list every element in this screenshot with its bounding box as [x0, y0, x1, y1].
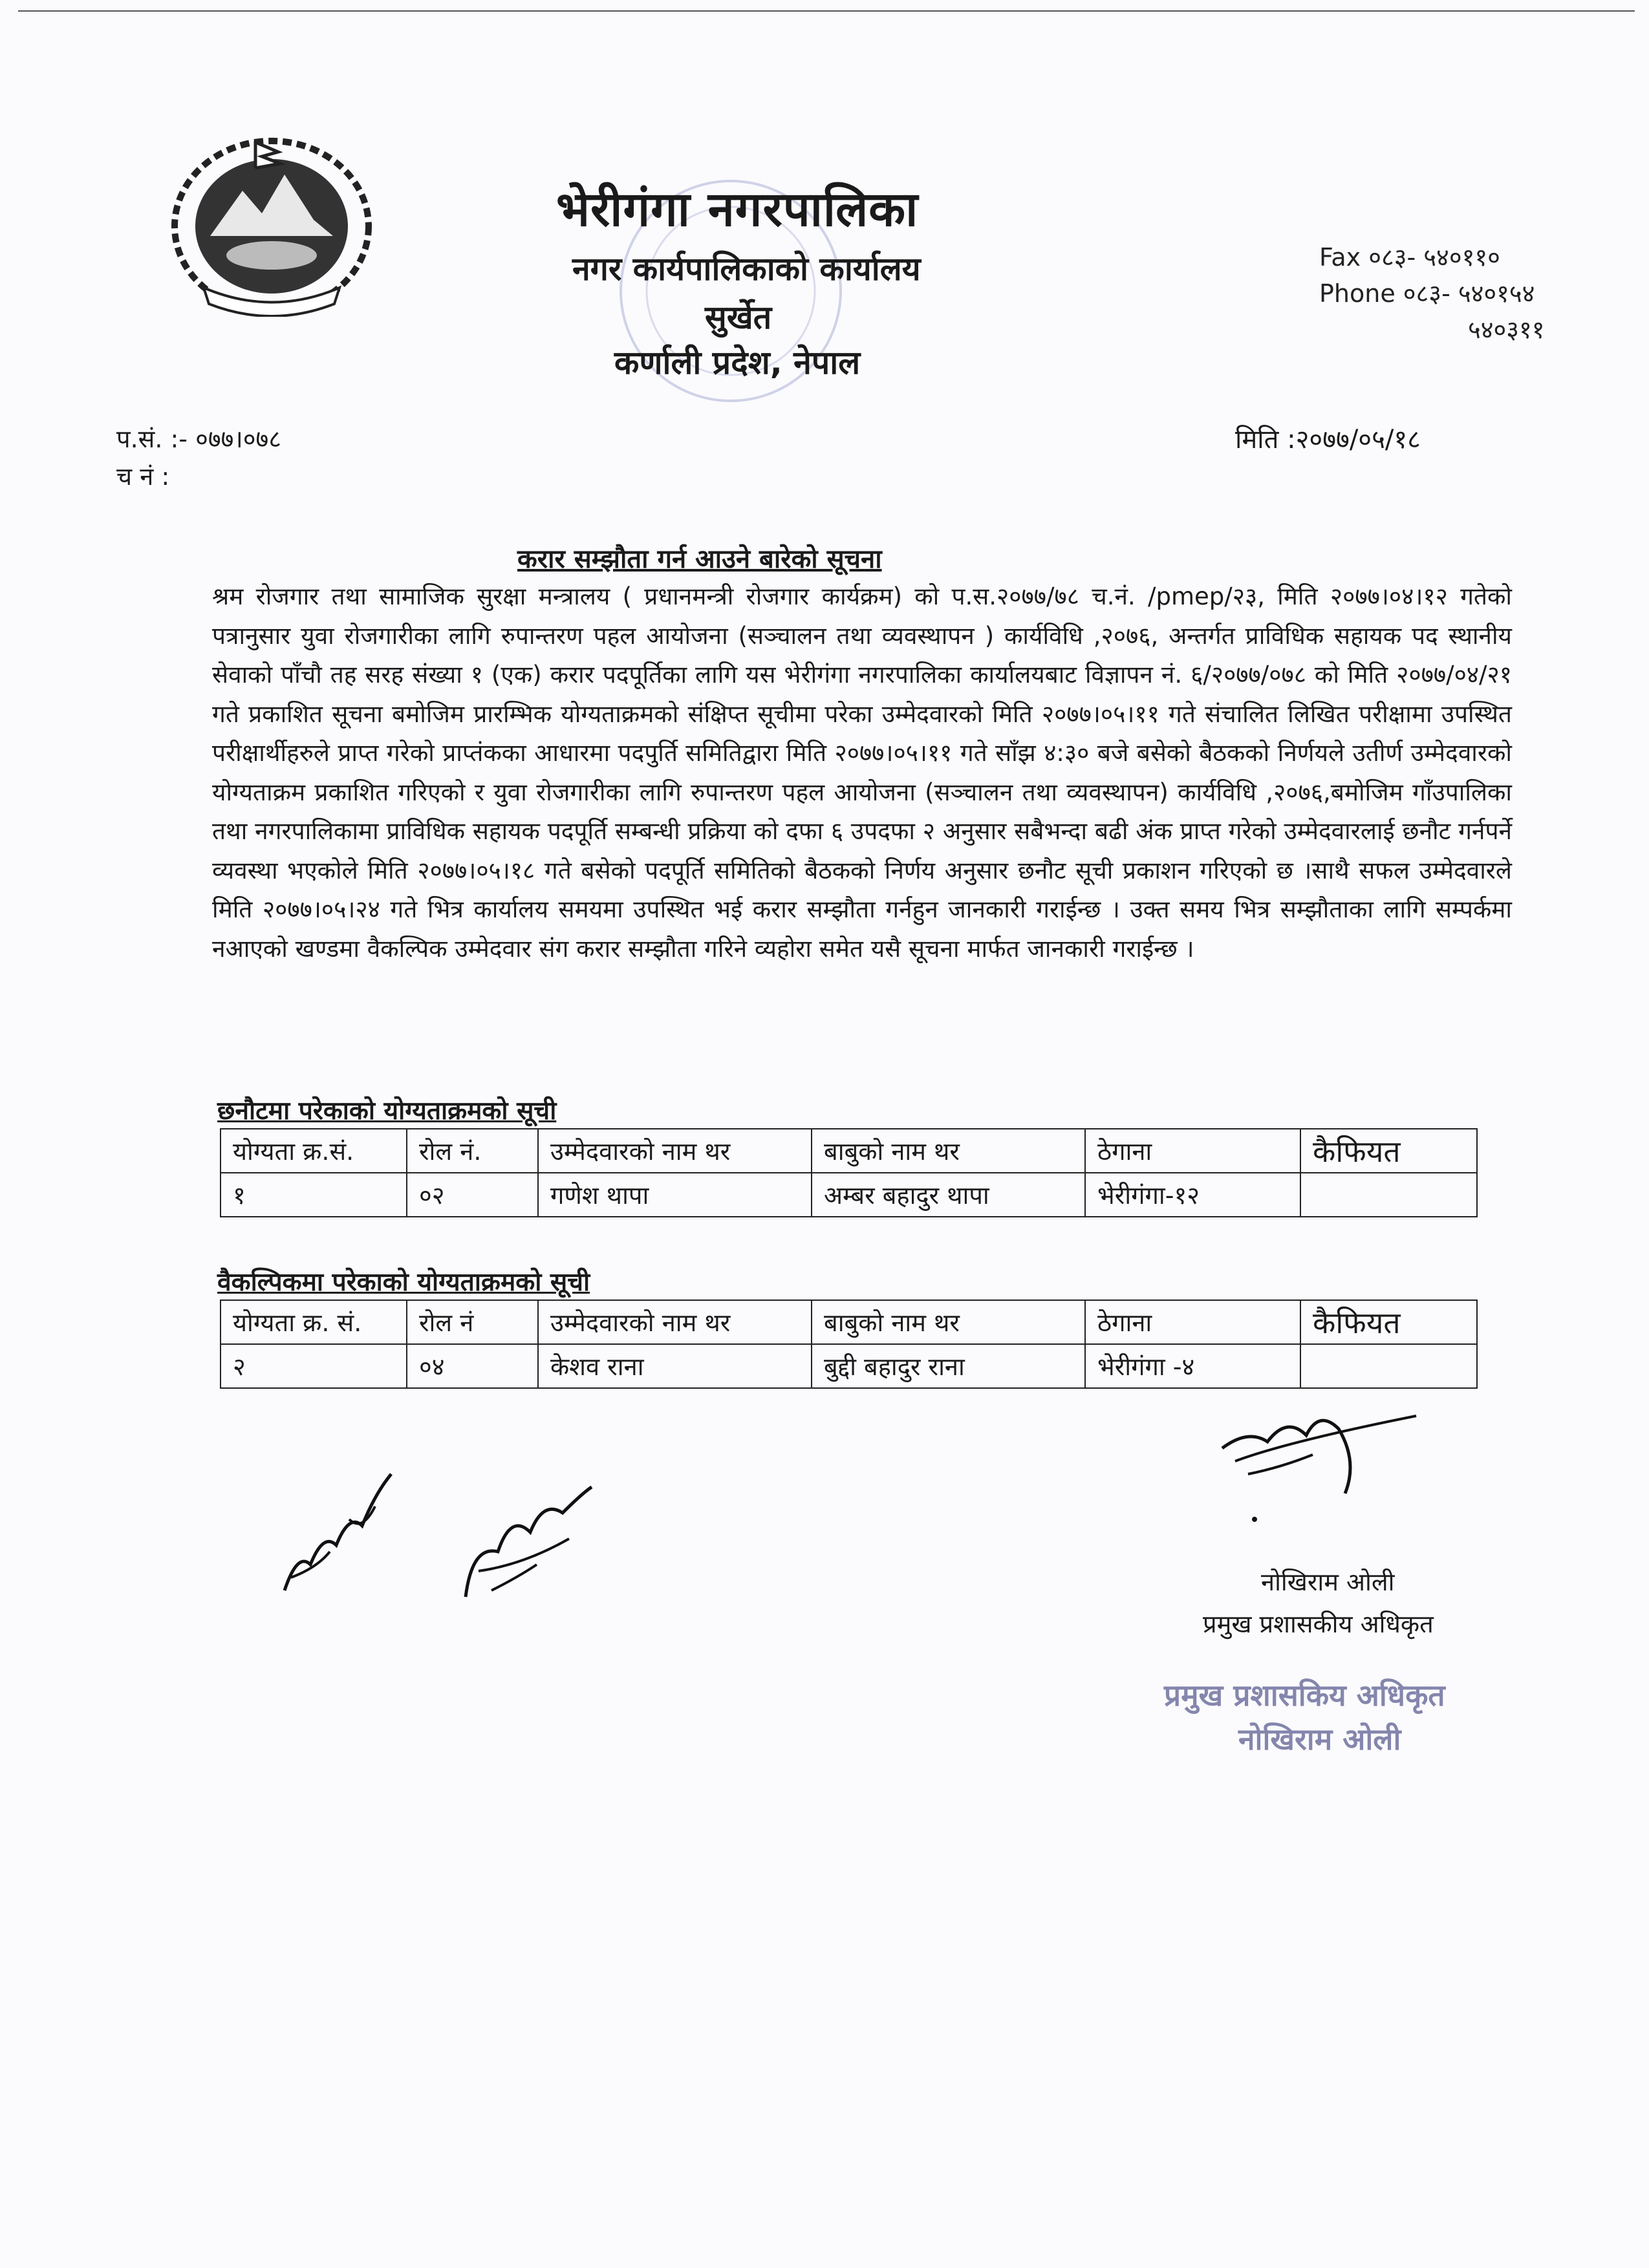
- table-header-cell: ठेगाना: [1085, 1300, 1300, 1344]
- alternate-table: [220, 1300, 1478, 1389]
- stamp-line-1: प्रमुख प्रशासकिय अधिकृत: [1164, 1678, 1445, 1713]
- stamp-line-2: नोखिराम ओली: [1238, 1722, 1401, 1757]
- table-row: [221, 1173, 1477, 1217]
- table-header-cell: कैफियत: [1300, 1129, 1477, 1173]
- org-name: भेरीगंगा नगरपालिका: [556, 182, 919, 237]
- table-cell: १: [221, 1173, 407, 1217]
- signatory-title: प्रमुख प्रशासकीय अधिकृत: [1203, 1610, 1434, 1638]
- phone-number-2: ५४०३११: [1468, 316, 1545, 344]
- officer-stamp: [1164, 1673, 1445, 1761]
- officer-signature: [1209, 1390, 1423, 1532]
- table-header-cell: रोल नं.: [407, 1129, 538, 1173]
- page-top-rule: [18, 10, 1635, 12]
- table-cell: [1300, 1173, 1477, 1217]
- letter-date: मिति :२०७७/०५/१८: [1235, 425, 1421, 455]
- table-header-cell: योग्यता क्र.सं.: [221, 1129, 407, 1173]
- notice-heading: करार सम्झौता गर्न आउने बारेको सूचना: [517, 544, 882, 574]
- office-name: नगर कार्यपालिकाको कार्यालय: [572, 250, 921, 288]
- table-cell: २: [221, 1344, 407, 1388]
- table-cell: गणेश थापा: [538, 1173, 812, 1217]
- table-cell: ०४: [407, 1344, 538, 1388]
- table-header-cell: उम्मेदवारको नाम थर: [538, 1129, 812, 1173]
- letter-number: प.सं. :- ०७७।०७८: [116, 425, 282, 453]
- selected-table: [220, 1128, 1478, 1217]
- table-row: [221, 1344, 1477, 1388]
- table-cell: भेरीगंगा -४: [1085, 1344, 1300, 1388]
- committee-signature-2: [453, 1474, 601, 1610]
- fax-number: Fax ०८३- ५४०११०: [1319, 243, 1500, 272]
- table-header-cell: उम्मेदवारको नाम थर: [538, 1300, 812, 1344]
- table-header-cell: बाबुको नाम थर: [812, 1300, 1085, 1344]
- selected-list-label: छनौटमा परेकाको योग्यताक्रमको सूची: [217, 1097, 557, 1126]
- phone-number: Phone ०८३- ५४०१५४: [1319, 279, 1535, 308]
- table-cell: ०२: [407, 1173, 538, 1217]
- table-header-cell: ठेगाना: [1085, 1129, 1300, 1173]
- signatory-name: नोखिराम ओली: [1261, 1568, 1395, 1596]
- table-header-row: [221, 1300, 1477, 1344]
- table-header-cell: बाबुको नाम थर: [812, 1129, 1085, 1173]
- table-header-cell: कैफियत: [1300, 1300, 1477, 1344]
- alternate-list-label: वैकल्पिकमा परेकाको योग्यताक्रमको सूची: [217, 1268, 590, 1297]
- table-cell: केशव राना: [538, 1344, 812, 1388]
- table-cell: [1300, 1344, 1477, 1388]
- table-header-cell: रोल नं: [407, 1300, 538, 1344]
- notice-body: श्रम रोजगार तथा सामाजिक सुरक्षा मन्त्रालय ( प्रधानमन्त्री रोजगार कार्यक्रम) को प.स.२०७७/७८ च.नं. /pmep/२३, मिति २०७७।०४।१२ गतेको पत्रानुसार युवा रोजगारीका लागि रुपान्तरण पहल आयोजना (सञ्चालन तथा व्यवस्थापन ) कार्यविधि ,२०७६, अन्तर्गत प्राविधिक सहायक पद स्थानीय सेवाको पाँचौ तह सरह संख्या १ (एक) करार पदपूर्तिका लागि यस भेरीगंगा नगरपालिका कार्यालयबाट विज्ञापन नं. ६/२०७७/०७८ को मिति २०७७/०४/२१ गते प्रकाशित सूचना बमोजिम प्रारम्भिक योग्यताक्रमको संक्षिप्त सूचीमा परेका उम्मेदवारको मिति २०७७।०५।११ गते संचालित लिखित परीक्षामा उपस्थित परीक्षार्थीहरुले प्राप्त गरेको प्राप्तंकका आधारमा पदपुर्ति समितिद्वारा मिति २०७७।०५।११ गते साँझ ४:३० बजे बसेको बैठकको निर्णयले उतीर्ण उम्मेदवारको योग्यताक्रम प्रकाशित गरिएको र युवा रोजगारीका लागि रुपान्तरण पहल आयोजना (सञ्चालन तथा व्यवस्थापन) कार्यविधि ,२०७६,बमोजिम गाँउपालिका तथा नगरपालिकामा प्राविधिक सहायक पदपूर्ति सम्बन्धी प्रक्रिया को दफा ६ उपदफा २ अनुसार सबैभन्दा बढी अंक प्राप्त गरेको उम्मेदवारलाई छनौट गर्नपर्ने व्यवस्था भएकोले मिति २०७७।०५।१८ गते बसेको पदपूर्ति समितिको बैठकको निर्णय अनुसार छनौट सूची प्रकाशन गरिएको छ ।साथै सफल उम्मेदवारले मिति २०७७।०५।२४ गते भित्र कार्यालय समयमा उपस्थित भई करार सम्झौता गर्नहुन जानकारी गराईन्छ । उक्त समय भित्र सम्झौताका लागि सम्पर्कमा नआएको खण्डमा वैकल्पिक उम्मेदवार संग करार सम्झौता गरिने व्यहोरा समेत यसै सूचना मार्फत जानकारी गराईन्छ ।: [212, 583, 1512, 963]
- table-header-row: [221, 1129, 1477, 1173]
- dispatch-number: च नं :: [116, 462, 170, 491]
- table-cell: बुद्दी बहादुर राना: [812, 1344, 1085, 1388]
- reference-block: [116, 420, 281, 495]
- district-name: सुर्खेत: [705, 299, 772, 336]
- committee-signature-1: [272, 1455, 401, 1603]
- contact-block: [1319, 239, 1545, 348]
- province-name: कर्णाली प्रदेश, नेपाल: [614, 344, 861, 381]
- table-cell: अम्बर बहादुर थापा: [812, 1173, 1085, 1217]
- nepal-emblem-icon: [165, 123, 378, 317]
- table-header-cell: योग्यता क्र. सं.: [221, 1300, 407, 1344]
- table-cell: भेरीगंगा-१२: [1085, 1173, 1300, 1217]
